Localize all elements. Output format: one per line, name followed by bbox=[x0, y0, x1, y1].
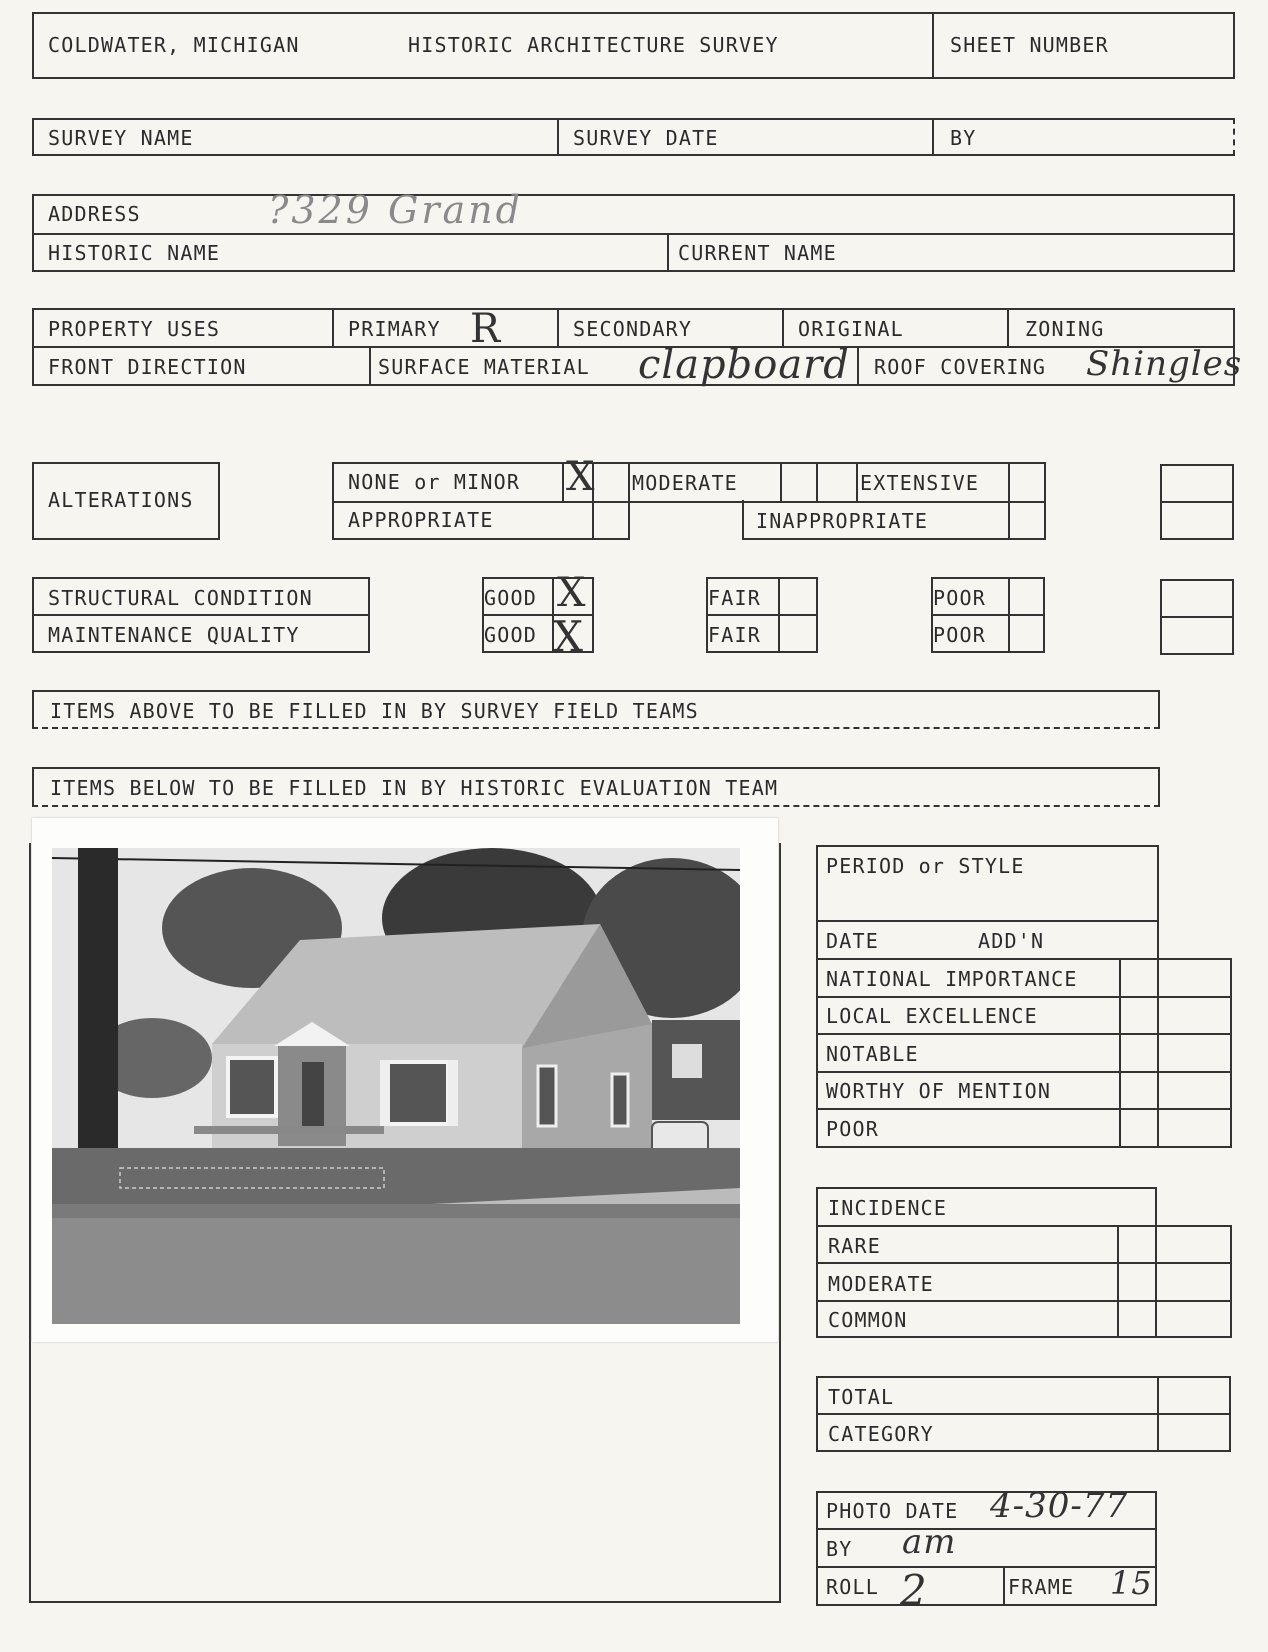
photo-by-label: BY bbox=[826, 1537, 853, 1561]
primary-value: R bbox=[470, 306, 502, 352]
condition-side-divider bbox=[1160, 616, 1234, 618]
alt-div-e bbox=[816, 462, 818, 502]
eval-line-5 bbox=[816, 1071, 1231, 1073]
maintenance-quality-label: MAINTENANCE QUALITY bbox=[48, 623, 300, 647]
eval-line-3 bbox=[816, 996, 1231, 998]
eval-col-1 bbox=[1119, 958, 1121, 1148]
zoning-label: ZONING bbox=[1025, 317, 1105, 341]
surface-material-label: SURFACE MATERIAL bbox=[378, 355, 590, 379]
property-col-4 bbox=[1007, 308, 1009, 346]
inc-line-1 bbox=[816, 1225, 1231, 1227]
photo-info-col bbox=[1003, 1566, 1005, 1606]
inc-line-3 bbox=[816, 1300, 1231, 1302]
secondary-label: SECONDARY bbox=[573, 317, 693, 341]
fair-label-2: FAIR bbox=[708, 623, 761, 647]
frame-label: FRAME bbox=[1008, 1575, 1075, 1599]
maintenance-good-mark: X bbox=[553, 612, 584, 661]
property-divider bbox=[32, 346, 1235, 348]
eval-line-7 bbox=[1118, 1146, 1231, 1148]
poor-label-1: POOR bbox=[933, 586, 986, 610]
extensive-label: EXTENSIVE bbox=[860, 471, 980, 495]
addn-label: ADD'N bbox=[978, 929, 1045, 953]
roof-covering-label: ROOF COVERING bbox=[874, 355, 1047, 379]
date-label: DATE bbox=[826, 929, 879, 953]
total-col bbox=[1157, 1376, 1159, 1452]
roll-value: 2 bbox=[900, 1566, 928, 1615]
notable-label: NOTABLE bbox=[826, 1042, 919, 1066]
photo-by-value: am bbox=[902, 1522, 957, 1562]
period-style-label: PERIOD or STYLE bbox=[826, 854, 1025, 878]
items-above-note: ITEMS ABOVE TO BE FILLED IN BY SURVEY FIELD TEAMS bbox=[50, 699, 699, 723]
property-col-6 bbox=[857, 346, 859, 386]
alt-div-d bbox=[780, 462, 782, 502]
survey-date-label: SURVEY DATE bbox=[573, 126, 719, 150]
historic-name-label: HISTORIC NAME bbox=[48, 241, 221, 265]
address-divider bbox=[32, 233, 1235, 235]
primary-label: PRIMARY bbox=[348, 317, 441, 341]
property-uses-label: PROPERTY USES bbox=[48, 317, 221, 341]
fair-divider bbox=[706, 614, 818, 616]
survey-name-label: SURVEY NAME bbox=[48, 126, 194, 150]
property-col-5 bbox=[369, 346, 371, 386]
original-label: ORIGINAL bbox=[798, 317, 904, 341]
none-minor-label: NONE or MINOR bbox=[348, 470, 521, 494]
structural-condition-label: STRUCTURAL CONDITION bbox=[48, 586, 313, 610]
alt-div-a bbox=[562, 462, 564, 502]
property-col-3 bbox=[782, 308, 784, 346]
worthy-of-mention-label: WORTHY OF MENTION bbox=[826, 1079, 1052, 1103]
national-importance-label: NATIONAL IMPORTANCE bbox=[826, 967, 1078, 991]
fair-col bbox=[778, 577, 780, 653]
survey-divider-1 bbox=[557, 118, 559, 156]
header-divider bbox=[932, 12, 934, 79]
front-direction-label: FRONT DIRECTION bbox=[48, 355, 247, 379]
survey-divider-2 bbox=[932, 118, 934, 156]
inc-col-2 bbox=[1230, 1225, 1232, 1338]
good-label-2: GOOD bbox=[484, 623, 537, 647]
fair-label-1: FAIR bbox=[708, 586, 761, 610]
eval-line-1 bbox=[816, 920, 1159, 922]
address-label: ADDRESS bbox=[48, 202, 141, 226]
sheet-number-label: SHEET NUMBER bbox=[950, 33, 1109, 57]
evaluation-poor-label: POOR bbox=[826, 1117, 879, 1141]
photo-date-label: PHOTO DATE bbox=[826, 1499, 959, 1523]
moderate-label: MODERATE bbox=[632, 471, 738, 495]
rare-label: RARE bbox=[828, 1234, 881, 1258]
city-label: COLDWATER, MICHIGAN bbox=[48, 33, 300, 57]
none-minor-mark: X bbox=[566, 454, 596, 500]
inc-line-4 bbox=[1117, 1336, 1231, 1338]
appropriate-label: APPROPRIATE bbox=[348, 508, 494, 532]
surface-material-value: clapboard bbox=[638, 342, 850, 388]
poor-label-2: POOR bbox=[933, 623, 986, 647]
local-excellence-label: LOCAL EXCELLENCE bbox=[826, 1004, 1038, 1028]
total-divider bbox=[816, 1413, 1231, 1415]
roll-label: ROLL bbox=[826, 1575, 879, 1599]
survey-title: HISTORIC ARCHITECTURE SURVEY bbox=[408, 33, 779, 57]
eval-line-6 bbox=[816, 1108, 1231, 1110]
roof-covering-value: Shingles bbox=[1086, 344, 1243, 384]
common-label: COMMON bbox=[828, 1308, 908, 1332]
eval-line-4 bbox=[816, 1033, 1231, 1035]
structural-good-mark: X bbox=[557, 570, 587, 616]
alterations-side-divider bbox=[1160, 501, 1234, 503]
incidence-moderate-label: MODERATE bbox=[828, 1272, 934, 1296]
current-name-divider bbox=[667, 233, 669, 272]
items-below-note: ITEMS BELOW TO BE FILLED IN BY HISTORIC EVALUATION TEAM bbox=[50, 776, 779, 800]
condition-divider bbox=[32, 614, 370, 616]
poor-col bbox=[1008, 577, 1010, 653]
eval-line-2 bbox=[816, 958, 1231, 960]
photo-info-line-1 bbox=[816, 1528, 1157, 1530]
frame-value: 15 bbox=[1110, 1564, 1153, 1602]
total-label: TOTAL bbox=[828, 1385, 895, 1409]
address-value: ?329 Grand bbox=[268, 188, 523, 232]
category-label: CATEGORY bbox=[828, 1422, 934, 1446]
eval-col-2 bbox=[1230, 958, 1232, 1148]
inappropriate-label: INAPPROPRIATE bbox=[756, 509, 929, 533]
photo-info-line-2 bbox=[816, 1566, 1157, 1568]
poor-divider bbox=[931, 614, 1045, 616]
good-label-1: GOOD bbox=[484, 586, 537, 610]
current-name-label: CURRENT NAME bbox=[678, 241, 837, 265]
alterations-label: ALTERATIONS bbox=[48, 488, 194, 512]
incidence-label: INCIDENCE bbox=[828, 1196, 948, 1220]
inc-col-1 bbox=[1117, 1225, 1119, 1338]
alt-div-f bbox=[856, 462, 858, 502]
house-photo bbox=[52, 848, 740, 1324]
property-col-1 bbox=[332, 308, 334, 346]
property-col-2 bbox=[557, 308, 559, 346]
photo-date-value: 4-30-77 bbox=[990, 1486, 1129, 1526]
survey-by-label: BY bbox=[950, 126, 977, 150]
inc-line-2 bbox=[816, 1262, 1231, 1264]
